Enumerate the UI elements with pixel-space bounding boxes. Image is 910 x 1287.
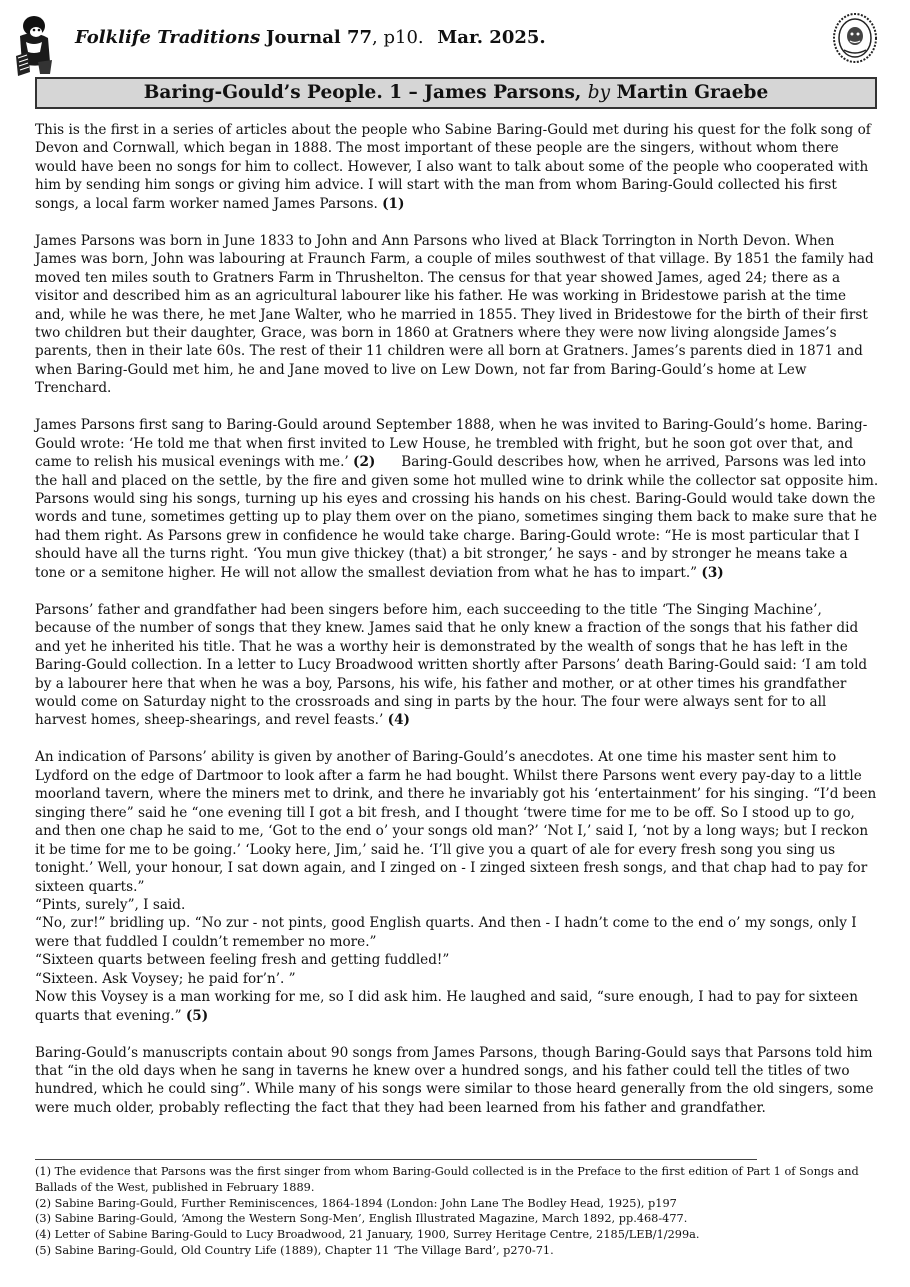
dialogue-line xyxy=(35,988,880,1025)
article-title-text: Baring-Gould’s People. 1 – James Parsons, xyxy=(143,82,588,103)
paragraph-text: Baring-Gould’s manuscripts contain about 90 songs from James Parsons, though Baring-Gould says that Parsons told him that “in the old days when he sang in taverns he knew over a hundred songs, and his father could tell the titles of two hundred, which he could sing”. While many of his songs were similar to those heard generally from the old singers, some were much older, probably reflecting the fact that they had been learned from his father and grandfather. xyxy=(35,1044,874,1116)
footnote-divider xyxy=(35,1159,757,1160)
dialogue-text: Now this Voysey is a man working for me, so I did ask him. He laughed and said, “sure enough, I had to pay for sixteen quarts that evening.” xyxy=(35,989,858,1024)
journal-name: Folklife Traditions xyxy=(75,27,261,48)
reference-marker: (5) xyxy=(185,1007,209,1024)
paragraph-text: Baring-Gould describes how, when he arrived, Parsons was led into the hall and placed on the settle, by the fire and given some hot mulled wine to drink while the collector sat opposite him. Parsons would sing his songs, turning up his eyes and crossing his hands on his chest. Baring-Gould would take down the words and tune, sometimes getting up to play them over on the piano, sometimes singing them back to make sure that he had them right. As Parsons grew in confidence he would take charge. Baring-Gould wrote: “He is most particular that I should have all the turns right. ‘You mun give thickey (that) a bit stronger,’ he says - and by stronger he means take a tone or a semitone higher. He will not allow the smallest deviation from what he has to impart.” xyxy=(35,454,883,581)
journal-number: Journal 77 xyxy=(266,27,373,48)
dialogue-line xyxy=(35,951,880,969)
dialogue-text: “Pints, surely”, I said. xyxy=(35,896,186,913)
dialogue-line xyxy=(35,914,880,951)
article-body xyxy=(35,121,883,1136)
footnote: (5) Sabine Baring-Gould, Old Country Life (1889), Chapter 11 ‘The Village Bard’, p270-71. xyxy=(35,1243,554,1257)
paragraph-biography xyxy=(35,232,880,398)
journal-header xyxy=(75,27,546,48)
article-author: Martin Graebe xyxy=(610,82,769,103)
reference-marker: (2) xyxy=(353,454,376,471)
article-title xyxy=(35,77,877,109)
dialogue-line xyxy=(35,970,880,988)
page-number: , p10. xyxy=(372,27,424,48)
paragraph-text: Parsons’ father and grandfather had been singers before him, each succeeding to the title ‘The Singing Machine’, because of the number of songs that they knew. James said that he only knew a fraction of the songs that his father did and yet he inherited his title. That he was a worthy heir is demonstrated by the wealth of songs that he has left in the Baring-Gould collection. In a letter to Lucy Broadwood written shortly after Parsons’ death Baring-Gould said: ‘I am told by a labourer here that when he was a boy, Parsons, his wife, his father and mother, or at other times his grandfather would come on Saturday night to the crossroads and sing in parts by the hour. The four were always sent for to all harvest homes, sheep-shearings, and revel feasts.’ xyxy=(35,601,868,729)
paragraph-manuscripts xyxy=(35,1044,880,1118)
paragraph-singing-machine xyxy=(35,601,880,730)
singer-figure-icon xyxy=(10,12,58,80)
paragraph-text: This is the first in a series of articles about the people who Sabine Baring-Gould met during his quest for the folk song of Devon and Cornwall, which began in 1888. The most important of these people are the singers, without whom there would have been no songs for him to collect. However, I also want to talk about some of the people who cooperated with him by sending him songs or giving him advice. I will start with the man from whom Baring-Gould collected his first songs, a local farm worker named James Parsons. xyxy=(35,122,871,212)
paragraph-text: James Parsons was born in June 1833 to John and Ann Parsons who lived at Black Torrington in North Devon. When James was born, John was labouring at Fraunch Farm, a couple of miles southwest of that village. By 1851 the family had moved ten miles south to Gratners Farm in Thrushelton. The census for that year showed James, aged 24; there as a visitor and described him as an agricultural labourer like his father. He was working in Bridestowe parish at the time and, while he was there, he met Jane Walter, who he married in 1855. They lived in Bridestowe for the birth of their first two children but their daughter, Grace, was born in 1860 at Gratners where they were now living alongside James’s parents, then in their late 60s. The rest of their 11 children were all born at Gratners. James’s parents died in 1871 and when Baring-Gould met him, he and Jane moved to live on Lew Down, not far from Baring-Gould’s home at Lew Trenchard. xyxy=(35,232,874,397)
seal-emblem-icon xyxy=(832,12,878,64)
reference-marker: (1) xyxy=(382,195,405,212)
paragraph-first-songs xyxy=(35,416,883,582)
footnote: (4) Letter of Sabine Baring-Gould to Lucy Broadwood, 21 January, 1900, Surrey Heritage Centre, 2185/LEB/1/299a. xyxy=(35,1228,700,1242)
dialogue-line xyxy=(35,896,880,914)
paragraph-anecdote xyxy=(35,748,880,896)
footnote: (1) The evidence that Parsons was the first singer from whom Baring-Gould collected is in the Preface to the first edition of Part 1 of Songs and Ballads of the West, published in February 1889. xyxy=(35,1165,859,1194)
paragraph-intro xyxy=(35,121,880,213)
footnote: (3) Sabine Baring-Gould, ‘Among the Western Song-Men’, English Illustrated Magazine, March 1892, pp.468-477. xyxy=(35,1212,688,1226)
dialogue-text: “Sixteen. Ask Voysey; he paid for’n’. ” xyxy=(35,970,296,987)
footnotes xyxy=(35,1164,880,1259)
paragraph-text: James Parsons first sang to Baring-Gould around September 1888, when he was invited to Baring-Gould’s home. Baring-Gould wrote: ‘He told me that when first invited to Lew House, he trembled with fright, but he soon got over that, and came to relish his musical evenings with me.’ xyxy=(35,417,868,471)
paragraph-text: An indication of Parsons’ ability is given by another of Baring-Gould’s anecdotes. At one time his master sent him to Lydford on the edge of Dartmoor to look after a farm he had bought. Whilst there Parsons went every pay-day to a little moorland tavern, where the miners met to drink, and there he invariably got his ‘entertainment’ for his singing. “I’d been singing there” said he “one evening till I got a bit fresh, and I thought ‘twere time for me to be off. So I stood up to go, and then one chap he said to me, ‘Got to the end o’ your songs old man?’ ‘Not I,’ said I, ‘not by a long ways; but I reckon it be time for me to be going.’ ‘Looky here, Jim,’ said he. ‘I’ll give you a quart of ale for every fresh song you sing us tonight.’ Well, your honour, I sat down again, and I zinged on - I zinged sixteen fresh songs, and that chap had to pay for sixteen quarts.” xyxy=(35,749,877,895)
dialogue-text: “No, zur!” bridling up. “No zur - not pints, good English quarts. And then - I hadn’t come to the end o’ my songs, only I were that fuddled I couldn’t remember no more.” xyxy=(35,915,857,950)
article-by: by xyxy=(587,82,611,103)
footnote: (2) Sabine Baring-Gould, Further Reminiscences, 1864-1894 (London: John Lane The Bodley Head, 1925), p197 xyxy=(35,1196,677,1210)
reference-marker: (4) xyxy=(387,712,410,729)
issue-date: Mar. 2025. xyxy=(437,27,546,48)
reference-marker: (3) xyxy=(701,564,724,581)
dialogue-text: “Sixteen quarts between feeling fresh and getting fuddled!” xyxy=(35,952,450,969)
